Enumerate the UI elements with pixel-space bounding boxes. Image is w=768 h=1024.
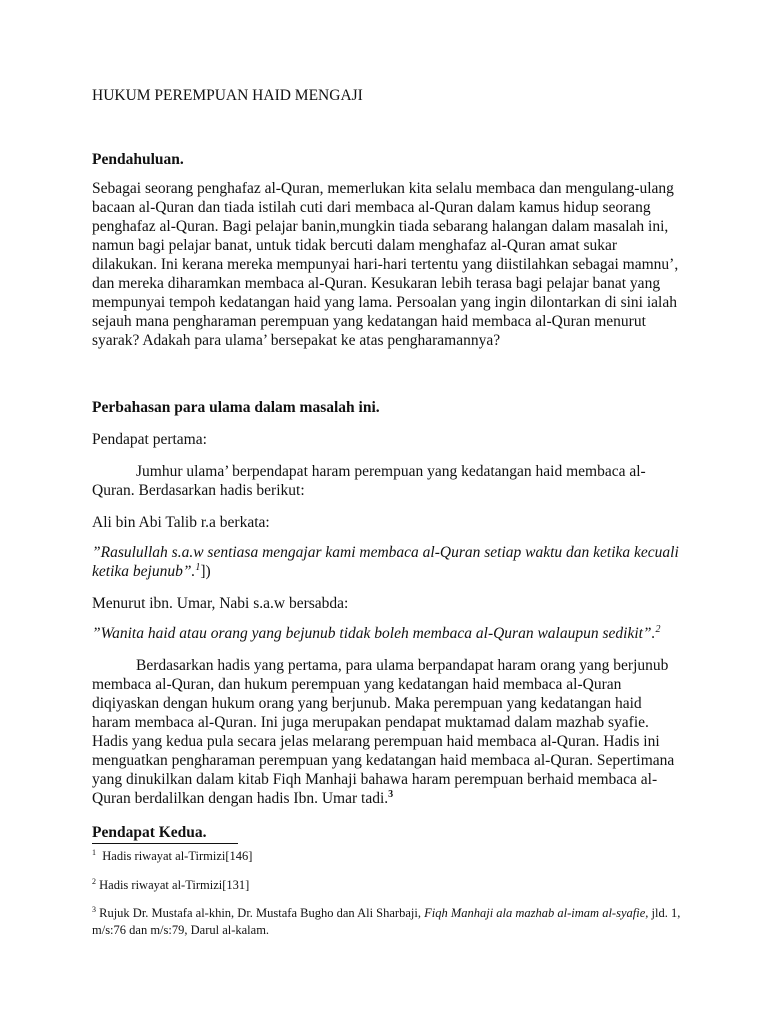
footnote-3 — [92, 905, 682, 939]
hadith2-block — [92, 624, 682, 643]
footnote-1-mark: 1 — [92, 847, 96, 857]
intro-paragraph-text: Sebagai seorang penghafaz al-Quran, memerlukan kita selalu membaca dan mengulang-ulang bacaan al-Quran dan tiada istilah cuti dari membaca al-Quran dalam kamus hidup seorang penghafaz al-Quran. Bagi pelajar banin,mungkin tiada sebarang halangan dalam masalah ini, namun bagi pelajar banat, untuk tidak bercuti dalam menghafaz al-Quran amat sukar dilakukan. Ini kerana mereka mempunyai hari-hari tertentu yang diistilahkan sebagai mamnu’, dan mereka diharamkan membaca al-Quran. Kesukaran lebih terasa bagi pelajar banat yang mempunyai tempoh kedatangan haid yang lama. Persoalan yang ingin dilontarkan di sini ialah sejauh mana pengharaman perempuan yang kedatangan haid membaca al-Quran menurut syarak? Adakah para ulama’ bersepakat ke atas pengharamannya? — [92, 180, 679, 349]
footnote-ref-2[interactable]: 2 — [655, 623, 661, 635]
footnote-3-mark: 3 — [92, 904, 96, 914]
hadith1-block — [92, 543, 682, 581]
footnote-2-text: Hadis riwayat al-Tirmizi[131] — [99, 878, 250, 892]
footnote-2-mark: 2 — [92, 876, 96, 886]
opinion1-intro — [92, 462, 682, 500]
intro-heading: Pendahuluan. — [92, 151, 184, 168]
footnote-1-text: Hadis riwayat al-Tirmizi[146] — [102, 849, 253, 863]
discussion-text: Berdasarkan hadis yang pertama, para ulama berpandapat haram orang yang berjunub membaca al-Quran, dan hukum perempuan yang kedatangan haid membaca al-Quran diqiyaskan dengan hukum orang yang berjunub. Maka perempuan yang kedatangan haid haram membaca al-Quran. Ini juga merupakan pendapat muktamad dalam mazhab syafie. Hadis yang kedua pula secara jelas melarang perempuan haid membaca al-Quran. Hadis ini menguatkan pengharaman perempuan yang kedatangan haid membaca al-Quran. Sepertimana yang dinukilkan dalam kitab Fiqh Manhaji bahawa haram perempuan berhaid membaca al-Quran berdalilkan dengan hadis Ibn. Umar tadi. — [92, 657, 675, 807]
section-heading: Perbahasan para ulama dalam masalah ini. — [92, 399, 380, 416]
footnote-3-text-before: Rujuk Dr. Mustafa al-khin, Dr. Mustafa Bugho dan Ali Sharbaji, — [99, 906, 425, 920]
footnote-separator — [92, 843, 238, 844]
intro-paragraph — [92, 179, 682, 350]
footnote-2 — [92, 877, 682, 894]
document-title: HUKUM PEREMPUAN HAID MENGAJI — [92, 87, 363, 104]
hadith1-suffix: ]) — [200, 563, 211, 580]
discussion-paragraph — [92, 656, 682, 808]
footnote-3-text-after: jld. 1, m/s:76 dan m/s:79, Darul al-kalam. — [92, 906, 681, 937]
footnote-ref-3[interactable]: 3 — [388, 788, 394, 800]
hadith2-text: ”Wanita haid atau orang yang bejunub tidak boleh membaca al-Quran walaupun sedikit”. — [92, 625, 656, 642]
hadith2-attribution: Menurut ibn. Umar, Nabi s.a.w bersabda: — [92, 595, 349, 612]
footnote-3-book-title: Fiqh Manhaji ala mazhab al-imam al-syafie, — [424, 906, 649, 920]
footnote-1 — [92, 848, 682, 865]
opinion1-label: Pendapat pertama: — [92, 431, 207, 448]
opinion2-heading: Pendapat Kedua. — [92, 824, 207, 841]
footnote-ref-1[interactable]: 1 — [195, 561, 201, 573]
hadith1-attribution: Ali bin Abi Talib r.a berkata: — [92, 514, 270, 531]
hadith1-text: ”Rasulullah s.a.w sentiasa mengajar kami membaca al-Quran setiap waktu dan ketika kecuali ketika bejunub”. — [92, 544, 679, 580]
opinion1-intro-text: Jumhur ulama’ berpendapat haram perempuan yang kedatangan haid membaca al-Quran. Berdasarkan hadis berikut: — [92, 463, 646, 499]
